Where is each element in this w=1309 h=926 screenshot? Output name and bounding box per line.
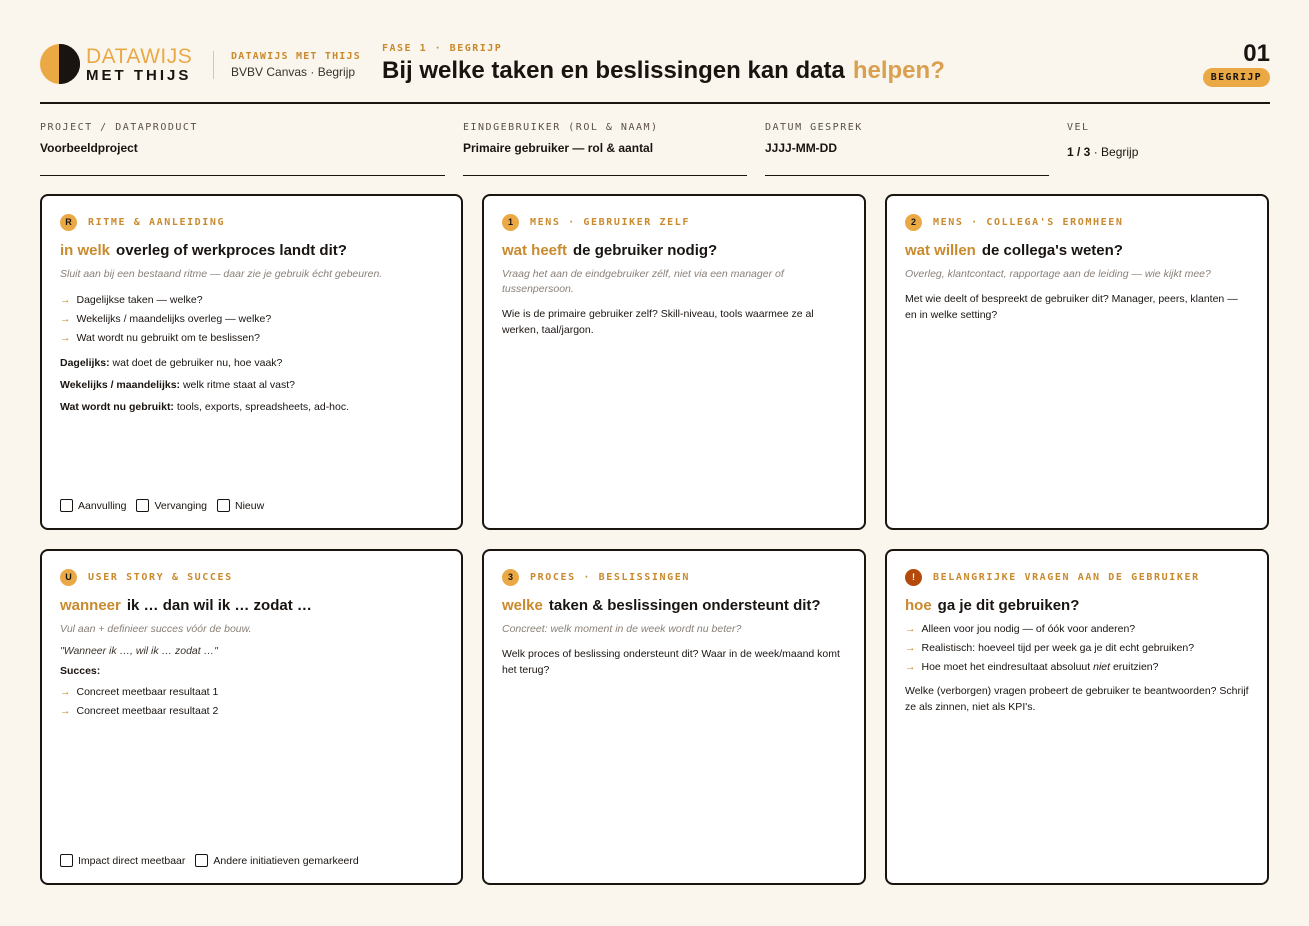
card-user-story <box>40 549 463 885</box>
arrow-icon: → <box>60 705 71 717</box>
card-question <box>905 242 1249 259</box>
phase-label: FASE 1 · BEGRIJP <box>382 43 503 54</box>
brand-name: DATAWIJS MET THIJS <box>231 51 361 62</box>
sheet-value <box>1067 145 1267 159</box>
card-text[interactable]: Wie is de primaire gebruiker zelf? Skill-niveau, tools waarmee ze al werken, taal/jargon. <box>502 308 814 336</box>
card-mens-gebruiker <box>482 194 866 530</box>
question-text: de gebruiker nodig? <box>573 242 718 259</box>
card-mens-collegas <box>885 194 1269 530</box>
checkbox-group <box>60 854 369 867</box>
card-tag: USER STORY & SUCCES <box>88 571 233 583</box>
card-question <box>60 242 443 259</box>
list-item: → Wekelijks / maandelijks overleg — welke? <box>60 313 272 325</box>
success-label: Succes: <box>60 665 101 677</box>
date-field[interactable] <box>765 122 1049 176</box>
question-highlight: wanneer <box>60 597 121 614</box>
arrow-icon: → <box>60 294 71 306</box>
badge-icon: 1 <box>502 214 519 231</box>
sheet-field <box>1067 122 1267 176</box>
question-highlight: wat willen <box>905 242 976 259</box>
card-tag: PROCES · BESLISSINGEN <box>530 571 691 583</box>
checkbox-icon[interactable] <box>136 499 149 512</box>
card-belangrijke-vragen <box>885 549 1269 885</box>
list-item: → Alleen voor jou nodig — of óók voor anderen? <box>905 623 1136 635</box>
card-question <box>502 242 846 259</box>
sheet-pill: BEGRIJP <box>1203 68 1270 87</box>
badge-icon: U <box>60 569 77 586</box>
project-label: PROJECT / DATAPRODUCT <box>40 122 198 133</box>
card-hint: Concreet: welk moment in de week wordt nu beter? <box>502 623 742 635</box>
brand-subtitle: BVBV Canvas · Begrijp <box>231 65 356 79</box>
checkbox-icon[interactable] <box>195 854 208 867</box>
sheet-value-bold: 1 / 3 <box>1067 145 1091 159</box>
card-question <box>502 597 846 614</box>
card-text[interactable]: Met wie deelt of bespreekt de gebruiker dit? Manager, peers, klanten — en in welke setting? <box>905 293 1238 321</box>
badge-icon: R <box>60 214 77 231</box>
prompt-current-tools: Wat wordt nu gebruikt: tools, exports, spreadsheets, ad-hoc. <box>60 401 350 413</box>
card-hint: Vul aan + definieer succes vóór de bouw. <box>60 623 252 635</box>
checkbox-nieuw[interactable]: Nieuw <box>217 499 264 512</box>
list-item: → Wat wordt nu gebruikt om te beslissen? <box>60 332 260 344</box>
project-field[interactable] <box>40 122 445 176</box>
list-item: → Realistisch: hoeveel tijd per week ga je dit echt gebruiken? <box>905 642 1195 654</box>
checkbox-icon[interactable] <box>217 499 230 512</box>
arrow-icon: → <box>905 623 916 635</box>
prompt-daily: Dagelijks: wat doet de gebruiker nu, hoe vaak? <box>60 357 283 369</box>
list-item: → Hoe moet het eindresultaat absoluut niet eruitzien? <box>905 661 1159 673</box>
card-tag: MENS · GEBRUIKER ZELF <box>530 216 691 228</box>
card-hint: Overleg, klantcontact, rapportage aan de leiding — wie kijkt mee? <box>905 268 1211 280</box>
list-item: → Concreet meetbaar resultaat 1 <box>60 686 219 698</box>
logo-wordmark-bottom: MET THIJS <box>86 67 192 84</box>
success-list <box>60 683 443 721</box>
card-hint: Vraag het aan de eindgebruiker zélf, niet via een manager of tussenpersoon. <box>502 268 784 295</box>
bullet-list <box>905 620 1249 677</box>
checkbox-aanvulling[interactable]: Aanvulling <box>60 499 126 512</box>
checkbox-group <box>60 499 274 512</box>
story-template[interactable]: "Wanneer ik …, wil ik … zodat …" <box>60 645 218 657</box>
checkbox-icon[interactable] <box>60 499 73 512</box>
user-label: EINDGEBRUIKER (ROL & NAAM) <box>463 122 659 133</box>
page-title <box>382 57 945 85</box>
page-header <box>40 40 1270 104</box>
page-title-text: Bij welke taken en beslissingen kan data <box>382 57 845 84</box>
sheet-value-rest: · Begrijp <box>1090 145 1139 159</box>
list-item: → Concreet meetbaar resultaat 2 <box>60 705 219 717</box>
checkbox-vervanging[interactable]: Vervanging <box>136 499 207 512</box>
card-tag: MENS · COLLEGA'S EROMHEEN <box>933 216 1124 228</box>
question-highlight: wat heeft <box>502 242 568 259</box>
bullet-list <box>60 291 443 348</box>
question-highlight: welke <box>502 597 543 614</box>
arrow-icon: → <box>60 313 71 325</box>
prompt-weekly: Wekelijks / maandelijks: welk ritme staat al vast? <box>60 379 296 391</box>
checkbox-impact[interactable]: Impact direct meetbaar <box>60 854 185 867</box>
checkbox-icon[interactable] <box>60 854 73 867</box>
date-label: DATUM GESPREK <box>765 122 863 133</box>
logo-wordmark-top: DATAWIJS <box>86 45 193 68</box>
alert-icon: ! <box>905 569 922 586</box>
question-text: ik … dan wil ik … zodat … <box>126 597 312 614</box>
card-ritme <box>40 194 463 530</box>
arrow-icon: → <box>60 332 71 344</box>
logo-icon <box>40 44 80 84</box>
arrow-icon: → <box>905 642 916 654</box>
card-text[interactable]: Welk proces of beslissing ondersteunt dit? Waar in de week/maand komt het terug? <box>502 648 840 676</box>
question-highlight: hoe <box>905 597 932 614</box>
question-text: taken & beslissingen ondersteunt dit? <box>548 597 821 614</box>
project-value: Voorbeeldproject <box>40 141 138 155</box>
sheet-label: VEL <box>1067 122 1090 133</box>
arrow-icon: → <box>60 686 71 698</box>
card-tag: BELANGRIJKE VRAGEN AAN DE GEBRUIKER <box>933 571 1200 583</box>
list-item: → Dagelijkse taken — welke? <box>60 294 203 306</box>
checkbox-andere-initiatieven[interactable]: Andere initiatieven gemarkeerd <box>195 854 358 867</box>
card-question <box>60 597 443 614</box>
question-text: de collega's weten? <box>981 242 1123 259</box>
question-text: overleg of werkproces landt dit? <box>116 242 347 259</box>
user-field[interactable] <box>463 122 747 176</box>
question-text: ga je dit gebruiken? <box>937 597 1080 614</box>
badge-icon: 3 <box>502 569 519 586</box>
page-title-highlight: helpen? <box>852 57 945 84</box>
card-text[interactable]: Welke (verborgen) vragen probeert de gebruiker te beantwoorden? Schrijf ze als zinnen, niet als KPI's. <box>905 685 1249 713</box>
user-value: Primaire gebruiker — rol & aantal <box>463 141 654 155</box>
card-question <box>905 597 1249 614</box>
header-divider <box>213 51 214 79</box>
card-tag: RITME & AANLEIDING <box>88 216 226 228</box>
sheet-number: 01 <box>1243 40 1270 67</box>
arrow-icon: → <box>905 661 916 673</box>
card-hint: Sluit aan bij een bestaand ritme — daar zie je gebruik écht gebeuren. <box>60 268 383 280</box>
badge-icon: 2 <box>905 214 922 231</box>
date-value: JJJJ-MM-DD <box>765 141 838 155</box>
card-proces <box>482 549 866 885</box>
question-highlight: in welk <box>60 242 111 259</box>
